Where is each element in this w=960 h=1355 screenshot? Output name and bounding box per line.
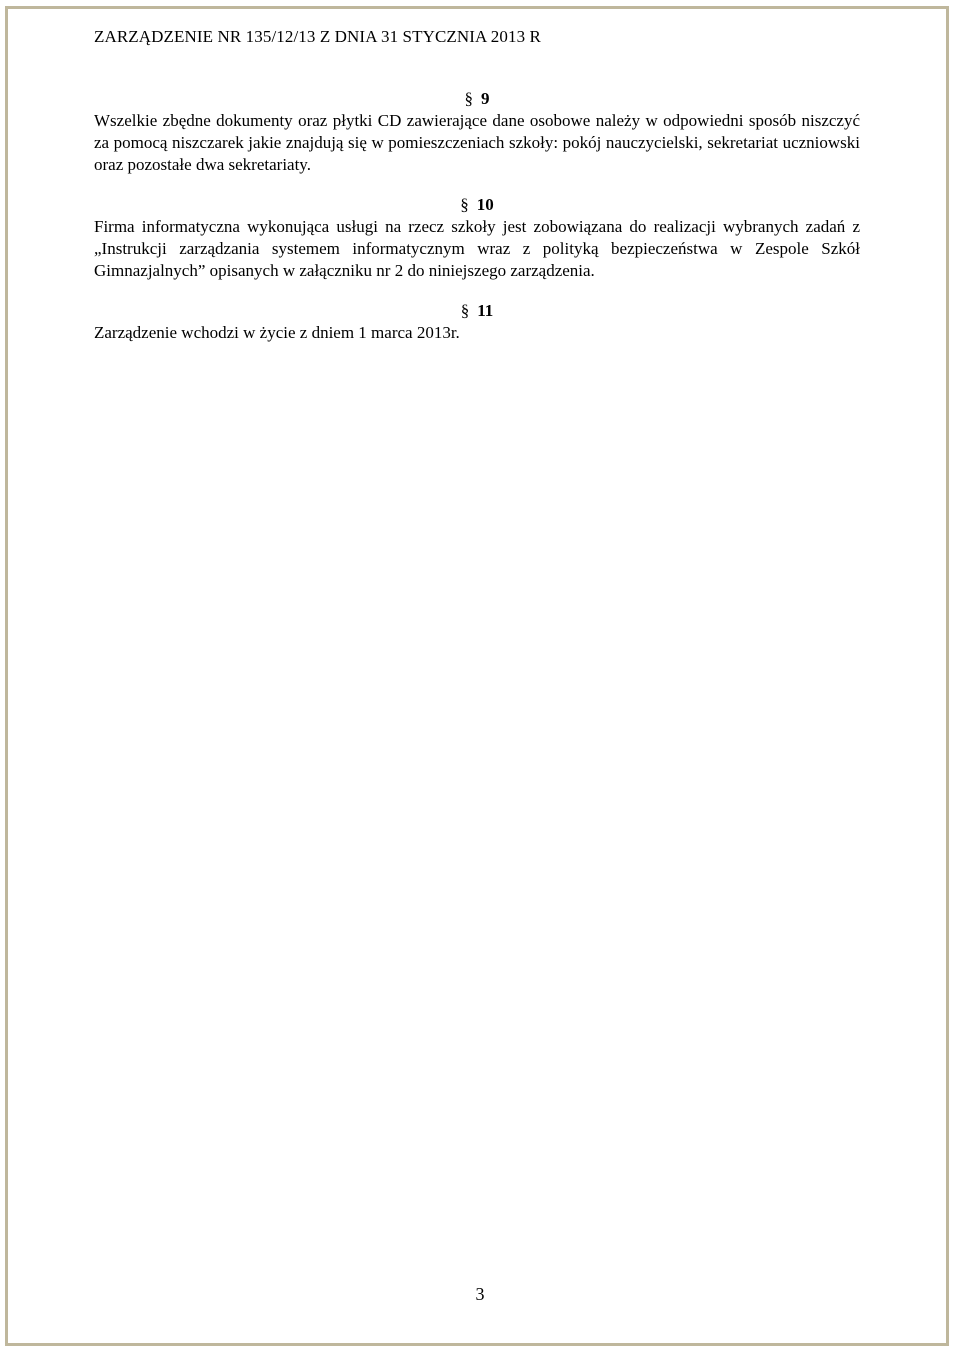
section-heading <box>94 88 860 110</box>
section-heading <box>94 194 860 216</box>
document-header: ZARZĄDZENIE NR 135/12/13 Z DNIA 31 STYCZNIA 2013 R <box>94 27 541 46</box>
section-number: 11 <box>477 301 494 320</box>
section-heading <box>94 300 860 322</box>
section-body: Zarządzenie wchodzi w życie z dniem 1 marca 2013r. <box>94 323 460 342</box>
section-10 <box>94 194 860 282</box>
paragraph-sign: § <box>460 195 469 214</box>
section-9 <box>94 88 860 176</box>
paragraph-sign: § <box>460 301 470 320</box>
section-body: Wszelkie zbędne dokumenty oraz płytki CD zawierające dane osobowe należy w odpowiedni sposób niszczyć za pomocą niszczarek jakie znajdują się w pomieszczeniach szkoły: pokój nauczycielski, sekretariat uczniowski oraz pozostałe dwa sekretariaty. <box>94 111 860 174</box>
paragraph-sign: § <box>464 89 473 108</box>
page-number: 3 <box>475 1284 485 1304</box>
section-body: Firma informatyczna wykonująca usługi na rzecz szkoły jest zobowiązana do realizacji wybranych zadań z „Instrukcji zarządzania systemem informatycznym wraz z polityką bezpieczeństwa w Zespole Szkół Gimnazjalnych” opisanych w załączniku nr 2 do niniejszego zarządzenia. <box>94 217 860 280</box>
section-11 <box>94 300 860 344</box>
section-number: 10 <box>476 195 494 214</box>
section-number: 9 <box>481 89 490 108</box>
